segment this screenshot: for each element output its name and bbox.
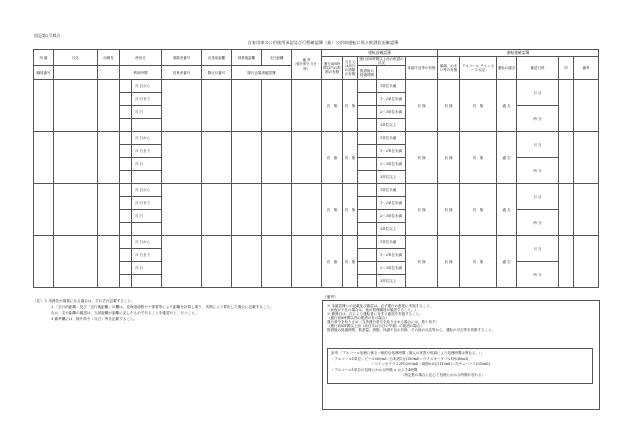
distance-cell[interactable] <box>262 236 292 288</box>
date-icon-cell <box>120 249 132 262</box>
note-1: （注） 1 用務先が複数になる場合は、それぞれ記載すること。 <box>33 299 135 303</box>
date-icon-cell <box>120 80 132 93</box>
start-distance-cell[interactable] <box>202 184 232 236</box>
alc-elapsed-cell[interactable] <box>358 236 377 249</box>
date-cell[interactable]: 月 日 <box>132 262 162 275</box>
note-cell[interactable] <box>574 236 599 288</box>
remark-4: （運行前8時間以内の飲酒の有の場合） <box>327 316 389 321</box>
checker-cell[interactable]: 有 無 <box>460 80 497 132</box>
date-icon-cell <box>120 223 132 236</box>
alc-yes-no-4[interactable]: 有 無 <box>438 236 460 288</box>
destination-cell[interactable] <box>98 80 120 132</box>
reference-line-4: （特定飲の場合に応じて処理にかかる時間が変わる） <box>401 373 485 378</box>
alc-yes-no-3[interactable]: 有 無 <box>406 80 438 132</box>
alc-elapsed-cell[interactable] <box>358 197 377 210</box>
alc-option-cell[interactable]: 2～3単位未満 <box>377 158 406 171</box>
date-cell[interactable] <box>132 171 162 184</box>
date-cell[interactable] <box>132 119 162 132</box>
confirm-day-cell[interactable]: 月 日 <box>517 236 559 262</box>
header-alc-col5: 体調不良等の有無 <box>406 57 438 80</box>
alc-yes-no-4[interactable]: 有 無 <box>438 132 460 184</box>
start-meter-cell[interactable] <box>162 184 202 236</box>
form-number: 別記第2号様式 <box>34 33 61 38</box>
date-icon-cell <box>120 158 132 171</box>
reference-line-1: ・アルコール1単位＝ビール500ml＝日本酒1合(180ml)＝ウイスキーダブル1杯(60ml) <box>331 356 469 361</box>
start-meter-cell[interactable] <box>162 80 202 132</box>
header-start-meter: 乗降者番号 <box>162 50 202 66</box>
seal-cell[interactable] <box>559 236 574 288</box>
start-meter-cell[interactable] <box>162 132 202 184</box>
date-cell[interactable]: 月 日 <box>132 210 162 223</box>
header-total-alt: 降行会場者確認簿 <box>232 66 292 80</box>
record-row-line <box>34 236 599 249</box>
header-passenger: 同乗者番号 <box>162 66 202 80</box>
reference-line-3: ・アルコール1単位の処理にかかる時間 ⇒ およそ4時間 <box>331 367 418 372</box>
start-distance-cell[interactable] <box>202 236 232 288</box>
alc-yes-no-1[interactable]: 有 無 <box>322 184 343 236</box>
header-staff-no: 職員番号 <box>34 66 54 80</box>
header-after-group: 運転後確認簿 <box>438 50 599 57</box>
alc-yes-no-2[interactable]: 有 無 <box>343 132 358 184</box>
form-title: 自家用車の公用使用承認及び行程確認簿（兼）公用車運転に係る飲酒状況確認簿 <box>247 40 399 45</box>
alc-yes-no-2[interactable]: 有 無 <box>343 80 358 132</box>
suitability-cell[interactable]: 適 否 <box>497 184 517 236</box>
checker-cell[interactable]: 有 無 <box>460 184 497 236</box>
confirm-time-cell[interactable]: 時 分 <box>517 262 559 288</box>
alc-elapsed-cell[interactable] <box>358 210 377 223</box>
header-alc-col1: 運行前8時間以内の飲酒の有無 <box>322 57 343 80</box>
suitability-cell[interactable]: 適 否 <box>497 236 517 288</box>
header-distance: 走行距離 <box>262 50 292 66</box>
date-cell[interactable]: 月 日から <box>132 80 162 93</box>
alc-elapsed-cell[interactable] <box>358 223 377 236</box>
alc-yes-no-1[interactable]: 有 無 <box>322 236 343 288</box>
remark-2: （前夜が不在の場合は、他の管理職員が確認すること。） <box>327 308 418 313</box>
confirm-day-cell[interactable]: 月 日 <box>517 132 559 158</box>
alc-elapsed-cell[interactable] <box>358 132 377 145</box>
alc-option-cell[interactable]: 2～3単位未満 <box>377 106 406 119</box>
confirm-day-cell[interactable]: 月 日 <box>517 184 559 210</box>
affiliation-cell[interactable] <box>34 184 54 236</box>
alc-elapsed-cell[interactable] <box>358 106 377 119</box>
record-row-line <box>34 184 599 197</box>
remark-6: （運行前8時間以上前（前日又は当日の早朝）の飲酒の場合） <box>327 324 424 329</box>
remarks-cell[interactable] <box>292 132 322 184</box>
header-alc-col3: 飲酒後の経過時間 <box>358 66 377 80</box>
alc-option-cell[interactable]: 1単位未満 <box>377 80 406 93</box>
header-end-label: 到着後距離 <box>232 50 262 66</box>
destination-cell[interactable] <box>98 184 120 236</box>
name-cell[interactable] <box>54 132 98 184</box>
date-icon-cell <box>120 119 132 132</box>
seal-cell[interactable] <box>559 80 574 132</box>
alc-option-cell[interactable]: 1単位未満 <box>377 132 406 145</box>
remark-7: 飲酒後の経過時間、飲酒量、酒類、体調不良の有無、その他の反応等から、運転の可否等を判断すること。 <box>327 328 495 333</box>
suitability-cell[interactable]: 適 否 <box>497 80 517 132</box>
date-icon-cell <box>120 171 132 184</box>
start-distance-cell[interactable] <box>202 80 232 132</box>
alc-elapsed-cell[interactable] <box>358 158 377 171</box>
alc-yes-no-3[interactable]: 有 無 <box>406 132 438 184</box>
header-affiliation: 所 属 <box>34 50 54 66</box>
header-start-label: 出発前距離 <box>202 50 232 66</box>
date-cell[interactable]: 月 日まで <box>132 197 162 210</box>
header-name: 氏名 <box>54 50 98 66</box>
date-icon-cell <box>120 275 132 288</box>
alc-option-cell[interactable]: 3単位以上 <box>377 275 406 288</box>
header-after-col5: 備考 <box>574 57 599 80</box>
alc-elapsed-cell[interactable] <box>358 119 377 132</box>
remarks-box <box>322 295 600 410</box>
note-cell[interactable] <box>574 132 599 184</box>
affiliation-cell[interactable] <box>34 80 54 132</box>
end-distance-cell[interactable] <box>232 132 262 184</box>
header-destination: 用務先 <box>98 50 120 66</box>
end-distance-cell[interactable] <box>232 236 262 288</box>
start-distance-cell[interactable] <box>202 132 232 184</box>
header-alcohol-group: 運転前確認簿 <box>322 50 438 57</box>
header-use-date: 使用日 <box>120 50 162 66</box>
date-cell[interactable]: 月 日 <box>132 158 162 171</box>
affiliation-cell[interactable] <box>34 236 54 288</box>
remarks-cell[interactable] <box>292 184 322 236</box>
alc-option-cell[interactable]: 1～2単位未満 <box>377 145 406 158</box>
alc-yes-no-2[interactable]: 有 無 <box>343 184 358 236</box>
confirm-time-cell[interactable]: 時 分 <box>517 210 559 236</box>
reference-box <box>327 348 593 384</box>
header-alight-meter: 降行目番号 <box>202 66 232 80</box>
alc-option-cell[interactable]: 2～3単位未満 <box>377 210 406 223</box>
note-cell[interactable] <box>574 184 599 236</box>
record-table <box>33 49 599 288</box>
alc-option-cell[interactable]: 1～2単位未満 <box>377 249 406 262</box>
reference-line-2: ＝ワイン小グラス2杯(200ml)＝焼酎0.6合(110ml)＝缶チューハイ(350ml) <box>371 362 490 367</box>
date-icon-cell <box>120 210 132 223</box>
remark-1: ※ 本確認簿への記載及び確認は、必ず運行の都度に実施すること。 <box>327 304 434 308</box>
seal-cell[interactable] <box>559 184 574 236</box>
date-icon-cell <box>120 197 132 210</box>
date-cell[interactable]: 月 日から <box>132 184 162 197</box>
date-cell[interactable] <box>132 223 162 236</box>
alc-elapsed-cell[interactable] <box>358 93 377 106</box>
header-after-col4: 印 <box>559 57 574 80</box>
reference-title: 参考 「アルコール処理に係る一般的な処理時間（個人の体質や体調により処理時間は異なる。）」 <box>331 351 485 355</box>
alc-elapsed-cell[interactable] <box>358 80 377 93</box>
distance-cell[interactable] <box>262 132 292 184</box>
distance-cell[interactable] <box>262 184 292 236</box>
date-icon-cell <box>120 145 132 158</box>
note-cell[interactable] <box>574 80 599 132</box>
note-4: 3 備考欄には、帰庁命令（月日）等を記載すること。 <box>51 317 138 322</box>
name-cell[interactable] <box>54 80 98 132</box>
end-distance-cell[interactable] <box>232 80 262 132</box>
alc-option-cell[interactable]: 1単位未満 <box>377 236 406 249</box>
confirm-time-cell[interactable]: 時 分 <box>517 158 559 184</box>
checker-cell[interactable]: 有 無 <box>460 132 497 184</box>
confirm-day-cell[interactable]: 月 日 <box>517 80 559 106</box>
date-cell[interactable]: 月 日から <box>132 236 162 249</box>
alc-option-cell[interactable]: 1単位未満 <box>377 184 406 197</box>
date-icon-cell <box>120 106 132 119</box>
header-after-col1: アルコール チェッカー の反応 <box>460 57 497 80</box>
alc-yes-no-2[interactable]: 有 無 <box>343 236 358 288</box>
date-icon-cell <box>120 132 132 145</box>
date-icon-cell <box>120 236 132 249</box>
alc-yes-no-1[interactable]: 有 無 <box>322 80 343 132</box>
header-alc-col4b <box>377 66 406 80</box>
date-cell[interactable]: 月 日まで <box>132 145 162 158</box>
date-cell[interactable]: 月 日 <box>132 106 162 119</box>
record-row-line <box>34 80 599 93</box>
alc-elapsed-cell[interactable] <box>358 275 377 288</box>
alc-option-cell[interactable]: 1～2単位未満 <box>377 197 406 210</box>
alc-elapsed-cell[interactable] <box>358 249 377 262</box>
header-after-col3: 確認日時 <box>517 57 559 80</box>
checker-cell[interactable]: 有 無 <box>460 236 497 288</box>
start-meter-cell[interactable] <box>162 236 202 288</box>
alc-option-cell[interactable]: 3単位以上 <box>377 223 406 236</box>
alc-elapsed-cell[interactable] <box>358 145 377 158</box>
suitability-cell[interactable]: 適 否 <box>497 132 517 184</box>
date-cell[interactable]: 月 日から <box>132 132 162 145</box>
remark-3: ※ 勤務日は、次により運転者に対する確認を実施すること。 <box>327 312 423 317</box>
date-icon-cell <box>120 184 132 197</box>
affiliation-cell[interactable] <box>34 132 54 184</box>
alc-elapsed-cell[interactable] <box>358 262 377 275</box>
record-row-line <box>34 132 599 145</box>
alc-yes-no-3[interactable]: 有 無 <box>406 236 438 288</box>
date-cell[interactable] <box>132 275 162 288</box>
confirm-time-cell[interactable]: 時 分 <box>517 106 559 132</box>
alc-option-cell[interactable]: 3単位以上 <box>377 171 406 184</box>
header-time-period: 利用時間 <box>120 66 162 80</box>
date-cell[interactable]: 月 日まで <box>132 249 162 262</box>
alc-yes-no-3[interactable]: 有 無 <box>406 184 438 236</box>
alc-option-cell[interactable]: 1～2単位未満 <box>377 93 406 106</box>
header-alc-col2: 当日又は前日の酒類の有無 <box>343 57 358 80</box>
alc-yes-no-4[interactable]: 有 無 <box>438 80 460 132</box>
date-cell[interactable]: 月 日まで <box>132 93 162 106</box>
header-remarks: 備 考 （帰庁命令 月日・時） <box>292 50 322 80</box>
destination-cell[interactable] <box>98 132 120 184</box>
remarks-cell[interactable] <box>292 236 322 288</box>
remarks-text <box>327 304 595 332</box>
date-icon-cell <box>120 93 132 106</box>
alc-option-cell[interactable]: 2～3単位未満 <box>377 262 406 275</box>
alc-yes-no-1[interactable]: 有 無 <box>322 132 343 184</box>
seal-cell[interactable] <box>559 132 574 184</box>
remarks-cell[interactable] <box>292 80 322 132</box>
alc-elapsed-cell[interactable] <box>358 184 377 197</box>
alc-yes-no-4[interactable]: 有 無 <box>438 184 460 236</box>
header-spacer <box>54 66 98 80</box>
header-after-col2: 運転の適否 <box>497 57 517 80</box>
name-cell[interactable] <box>54 184 98 236</box>
notes-left <box>33 299 315 324</box>
note-3: なお、走行距離の確認は、当該距離が距離に記したものであることを確認の上、行うこと。 <box>51 311 199 316</box>
end-distance-cell[interactable] <box>232 184 262 236</box>
remarks-label: （備考） <box>323 295 338 299</box>
header-alc-col4: 運行前8時間以上前の飲酒の状況 <box>359 57 404 66</box>
alc-elapsed-cell[interactable] <box>358 171 377 184</box>
note-2: 2 「走行前距離」及び「走行後距離」の欄は、北海道道路やナ帰着等により距離を計算し乗り、実測により算出した場合に記載すること。 <box>51 305 274 310</box>
alc-option-cell[interactable]: 3単位以上 <box>377 119 406 132</box>
distance-cell[interactable] <box>262 80 292 132</box>
name-cell[interactable] <box>54 236 98 288</box>
remark-5: 運行命令を取り止め（当該運行命令を取り止める場合には、数十前す） <box>327 320 439 325</box>
date-icon-cell <box>120 262 132 275</box>
destination-cell[interactable] <box>98 236 120 288</box>
header-alc-col6: 頭痛、めまい等の有無 <box>438 57 460 80</box>
